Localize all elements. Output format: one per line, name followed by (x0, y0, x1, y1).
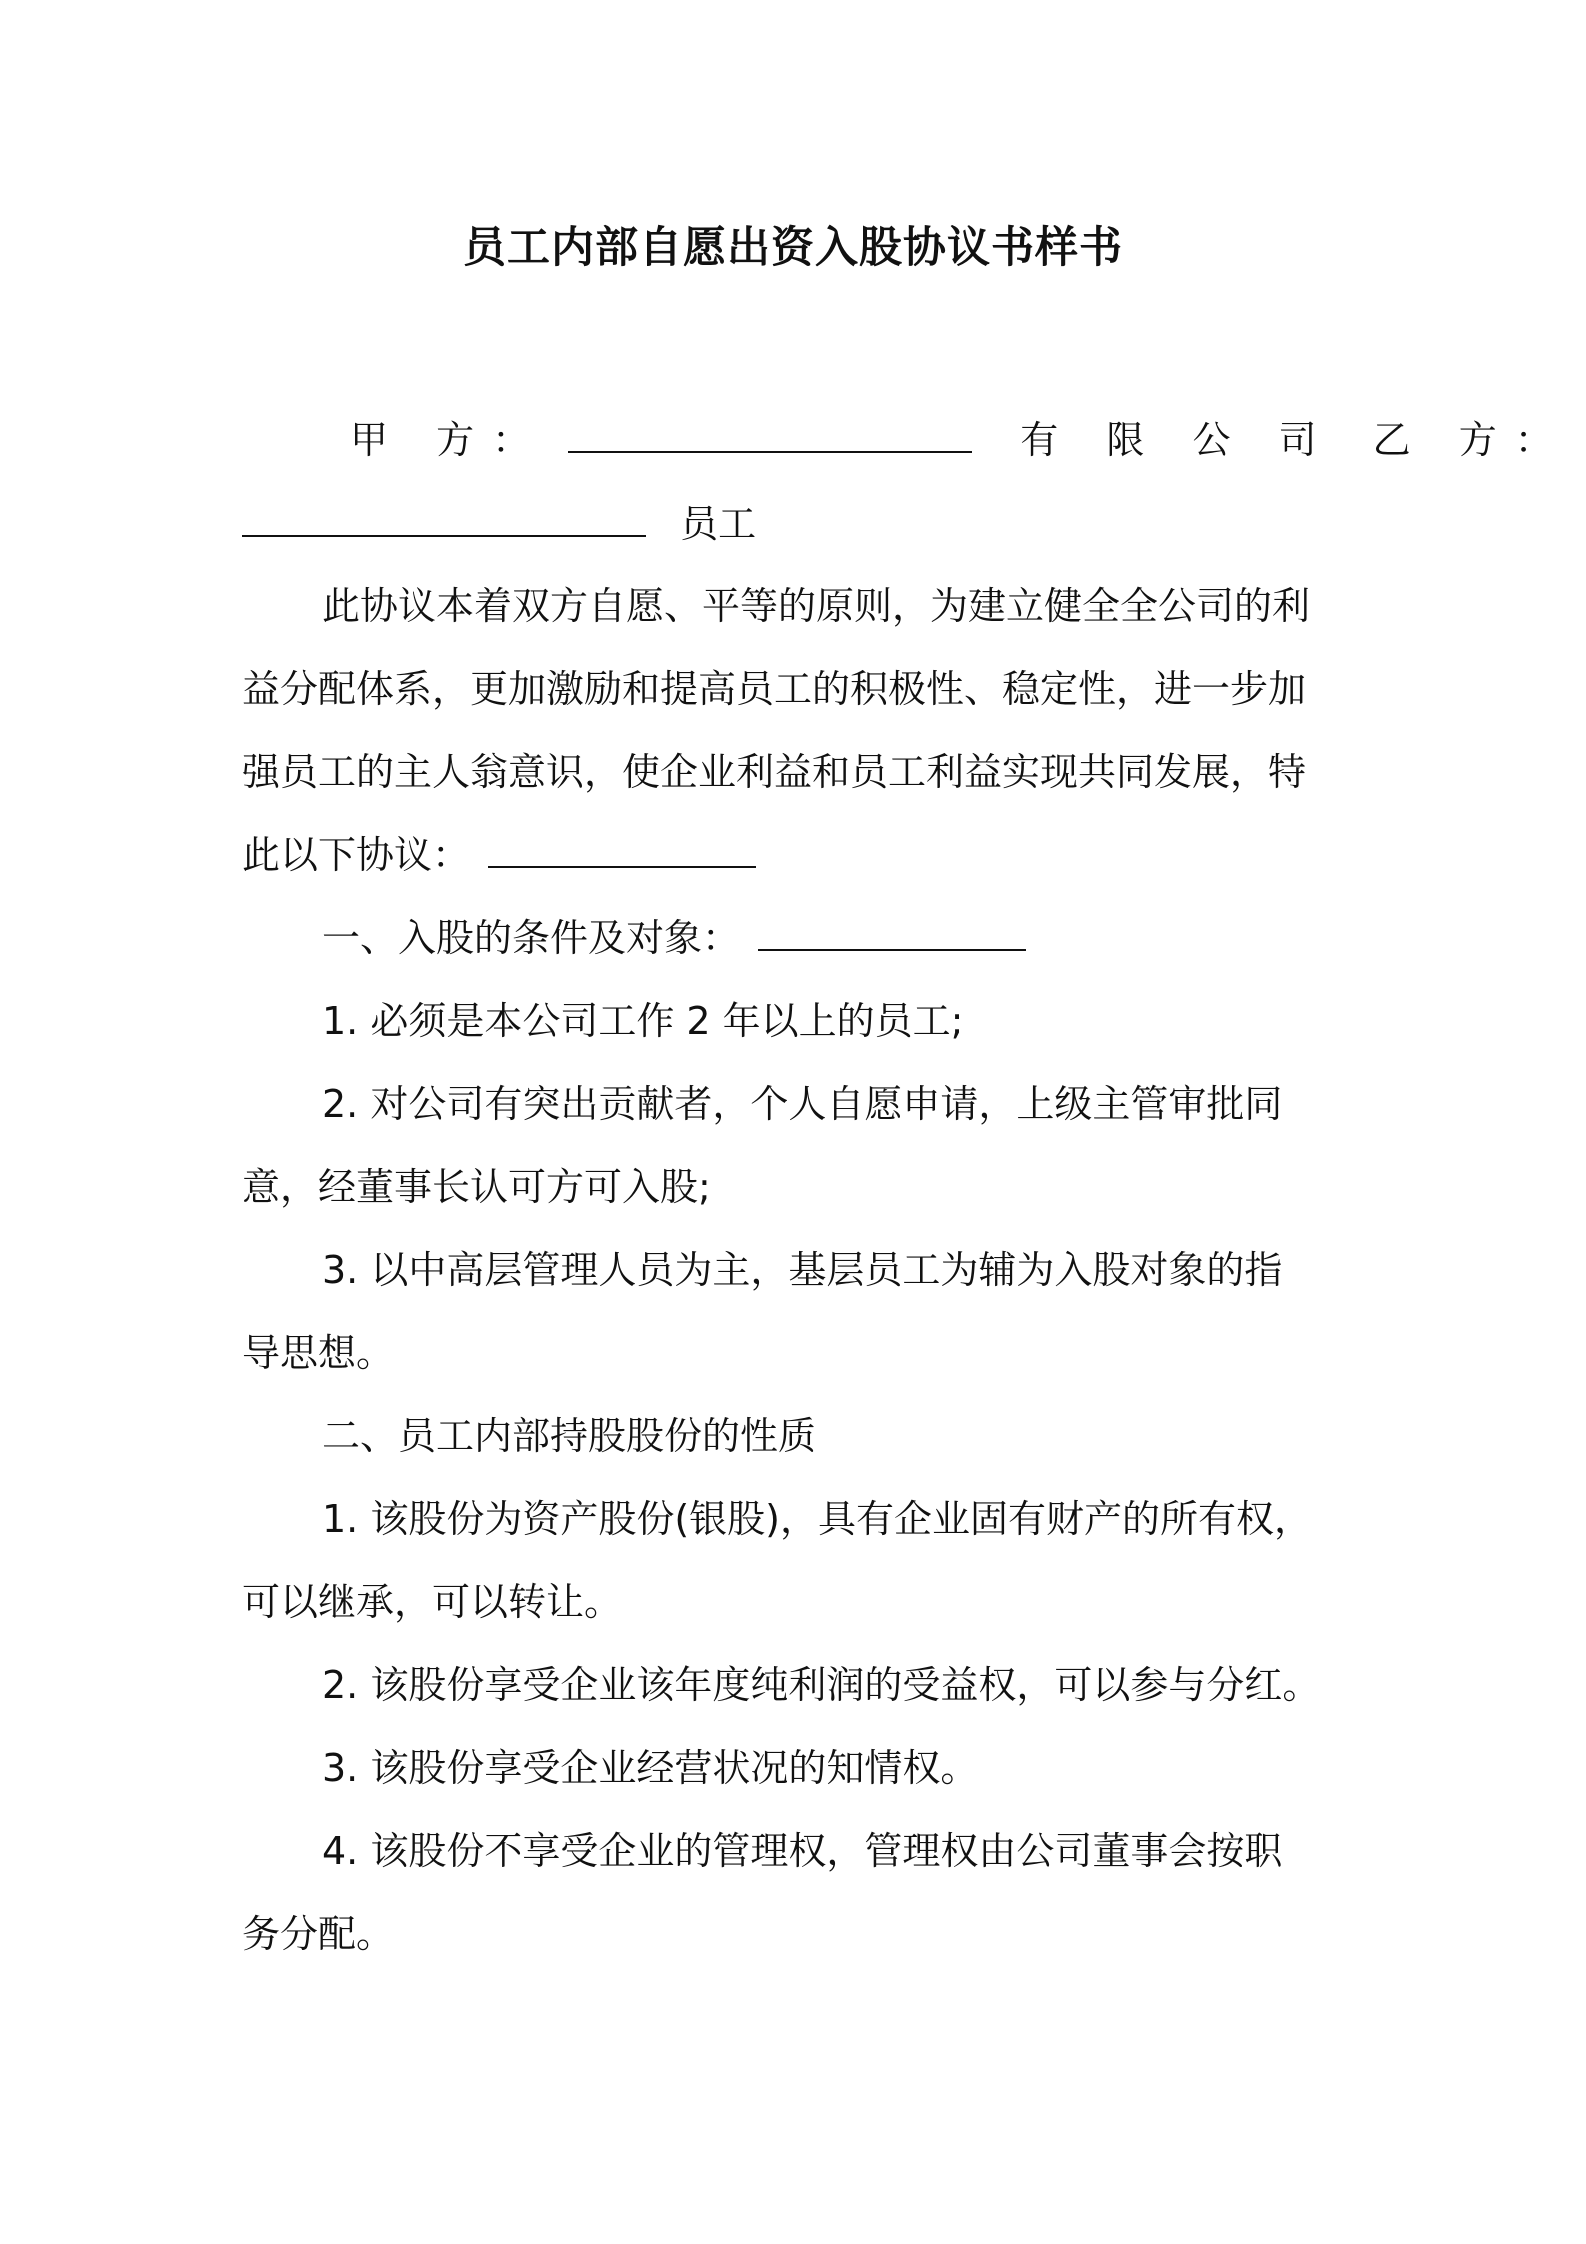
intro-line-2: 益分配体系，更加激励和提高员工的积极性、稳定性，进一步加 (242, 667, 1307, 711)
party-a-line (350, 415, 1571, 465)
intro-line-3: 强员工的主人翁意识，使企业利益和员工利益实现共同发展，特 (242, 750, 1307, 794)
section-1-item-1: 1. 必须是本公司工作 2 年以上的员工; (322, 999, 964, 1043)
section-1-blank (758, 915, 1026, 951)
section-2-item-1-line-2: 可以继承，可以转让。 (242, 1580, 623, 1624)
party-b-blank (242, 501, 646, 537)
section-2-item-4-line-2: 务分配。 (242, 1912, 395, 1956)
party-a-label: 甲 方： (350, 418, 549, 462)
section-2-item-3: 3. 该股份享受企业经营状况的知情权。 (322, 1746, 979, 1790)
section-1-item-2-line-2: 意，经董事长认可方可入股; (242, 1165, 711, 1209)
section-1-heading-text: 一、入股的条件及对象： (322, 916, 741, 960)
document-title: 员工内部自愿出资入股协议书样书 (463, 223, 1123, 273)
party-a-blank (568, 417, 972, 453)
intro-blank (488, 832, 756, 868)
section-1-heading (322, 913, 1026, 963)
party-b-label: 乙 方： (1372, 418, 1571, 462)
section-2-item-4-line-1: 4. 该股份不享受企业的管理权，管理权由公司董事会按职 (322, 1829, 1283, 1873)
section-2-heading: 二、员工内部持股股份的性质 (322, 1414, 817, 1458)
section-1-item-3-line-1: 3. 以中高层管理人员为主，基层员工为辅为入股对象的指 (322, 1248, 1283, 1292)
party-a-suffix: 有 限 公 司 (1020, 418, 1335, 462)
party-b-suffix: 员工 (680, 502, 757, 546)
section-2-item-1-line-1: 1. 该股份为资产股份(银股)，具有企业固有财产的所有权， (322, 1497, 1312, 1541)
section-1-item-3-line-2: 导思想。 (242, 1331, 395, 1375)
section-2-item-2: 2. 该股份享受企业该年度纯利润的受益权，可以参与分红。 (322, 1663, 1321, 1707)
party-b-line (242, 499, 756, 549)
intro-line-1: 此协议本着双方自愿、平等的原则，为建立健全全公司的利 (322, 584, 1311, 628)
section-1-item-2-line-1: 2. 对公司有突出贡献者，个人自愿申请，上级主管审批同 (322, 1082, 1283, 1126)
intro-line-4 (242, 830, 756, 880)
intro-line-4-text: 此以下协议： (242, 833, 471, 877)
